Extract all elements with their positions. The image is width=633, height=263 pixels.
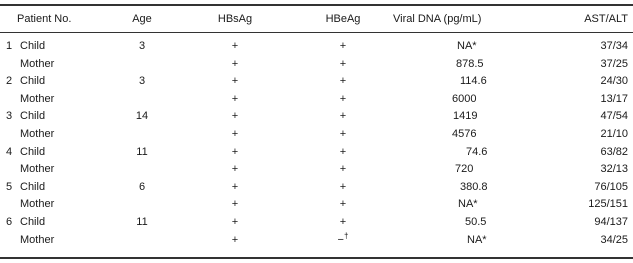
age-value: 6 (138, 180, 146, 193)
table-row (0, 127, 633, 141)
hbeag-sign: + (339, 163, 347, 176)
hbeag-value (313, 127, 373, 141)
hbeag-sign: + (339, 180, 347, 193)
header-patient-no: Patient No. (17, 13, 72, 25)
hbsag-value: + (231, 110, 239, 123)
hbeag-value (313, 92, 373, 106)
age-value: 11 (136, 145, 148, 158)
header-ast-alt: AST/ALT (584, 13, 628, 25)
hbeag-value (313, 57, 373, 71)
hbsag-value: + (231, 233, 239, 246)
hbeag-sign: + (339, 198, 347, 211)
ast-alt-value: 21/10 (600, 128, 628, 140)
ast-alt-value: 13/17 (600, 92, 628, 105)
hbsag-value: + (231, 40, 239, 52)
hbeag-value (313, 230, 373, 247)
hbeag-sign: − (337, 233, 344, 246)
hbsag-value: + (231, 145, 239, 158)
hbeag-value (313, 162, 373, 176)
hbeag-value (313, 145, 373, 159)
subject-label: Child (20, 75, 46, 88)
viral-dna-value: 4576 (452, 128, 477, 140)
age-value: 3 (138, 75, 146, 88)
viral-dna-value: 50.5 (465, 216, 487, 228)
header-hbeag: HBeAg (325, 13, 361, 25)
hbsag-value: + (231, 180, 239, 193)
hbsag-value: + (231, 216, 239, 228)
viral-dna-value: 1419 (453, 110, 478, 123)
hbeag-sign: + (339, 92, 347, 105)
ast-alt-value: 125/151 (588, 198, 628, 211)
viral-dna-value: 74.6 (466, 145, 488, 158)
hbeag-sign: + (339, 75, 347, 88)
viral-dna-value: 114.6 (460, 75, 487, 88)
table-row (0, 180, 633, 194)
hbeag-value (313, 109, 373, 123)
subject-label: Mother (20, 92, 55, 105)
patient-number: 5 (6, 180, 13, 193)
ast-alt-value: 37/25 (600, 57, 628, 70)
hbeag-value (313, 180, 373, 194)
table-row (0, 230, 633, 247)
header-age: Age (132, 13, 152, 25)
age-value: 3 (138, 40, 146, 52)
table-header-rule (0, 32, 633, 33)
subject-label: Mother (20, 163, 55, 176)
hbeag-value (313, 215, 373, 229)
ast-alt-value: 24/30 (600, 75, 628, 88)
header-hbsag: HBsAg (217, 13, 253, 25)
table-row (0, 197, 633, 211)
subject-label: Child (20, 40, 46, 52)
hbsag-value: + (231, 163, 239, 176)
patient-number: 3 (6, 110, 13, 123)
table-bottom-rule (0, 257, 633, 259)
hbsag-value: + (231, 198, 239, 211)
table-row (0, 39, 633, 53)
hbsag-value: + (231, 92, 239, 105)
hbsag-value: + (231, 128, 239, 140)
table-row (0, 74, 633, 88)
ast-alt-value: 47/54 (600, 110, 628, 123)
subject-label: Child (20, 110, 46, 123)
ast-alt-value: 76/105 (594, 180, 628, 193)
hbeag-sign: + (339, 145, 347, 158)
subject-label: Child (20, 216, 46, 228)
header-viral-dna: Viral DNA (pg/mL) (393, 13, 482, 25)
ast-alt-value: 37/34 (600, 40, 628, 52)
patient-number: 4 (6, 145, 13, 158)
hbeag-value (313, 197, 373, 211)
table-top-rule (0, 4, 633, 6)
viral-dna-value: 720 (455, 163, 474, 176)
subject-label: Child (20, 180, 46, 193)
subject-label: Mother (20, 233, 55, 246)
subject-label: Child (20, 145, 46, 158)
viral-dna-value: NA* (467, 233, 487, 246)
table-row (0, 145, 633, 159)
table-row (0, 162, 633, 176)
hbeag-value (313, 74, 373, 88)
age-value: 11 (136, 216, 148, 228)
ast-alt-value: 32/13 (600, 163, 628, 176)
viral-dna-value: 6000 (452, 92, 477, 105)
patient-number: 2 (6, 75, 13, 88)
table-row (0, 57, 633, 71)
viral-dna-value: NA* (457, 40, 477, 52)
hbsag-value: + (231, 57, 239, 70)
hbsag-value: + (231, 75, 239, 88)
table-row (0, 92, 633, 106)
subject-label: Mother (20, 198, 55, 211)
hbeag-value (313, 39, 373, 53)
age-value: 14 (135, 110, 149, 123)
subject-label: Mother (20, 57, 55, 70)
hbeag-sign: + (339, 216, 347, 228)
ast-alt-value: 34/25 (600, 233, 628, 246)
hbeag-sign: + (339, 128, 347, 140)
hbeag-sign: + (339, 40, 347, 52)
ast-alt-value: 63/82 (600, 145, 628, 158)
subject-label: Mother (20, 128, 55, 140)
footnote-dagger: † (343, 230, 349, 240)
ast-alt-value: 94/137 (594, 216, 628, 228)
hbeag-sign: + (339, 57, 347, 70)
hbeag-sign: + (339, 110, 347, 123)
viral-dna-value: 380.8 (460, 180, 488, 193)
table-row (0, 109, 633, 123)
patient-number: 6 (6, 216, 13, 228)
viral-dna-value: 878.5 (456, 57, 484, 70)
table-row (0, 215, 633, 229)
patient-number: 1 (6, 40, 13, 52)
viral-dna-value: NA* (458, 198, 478, 211)
